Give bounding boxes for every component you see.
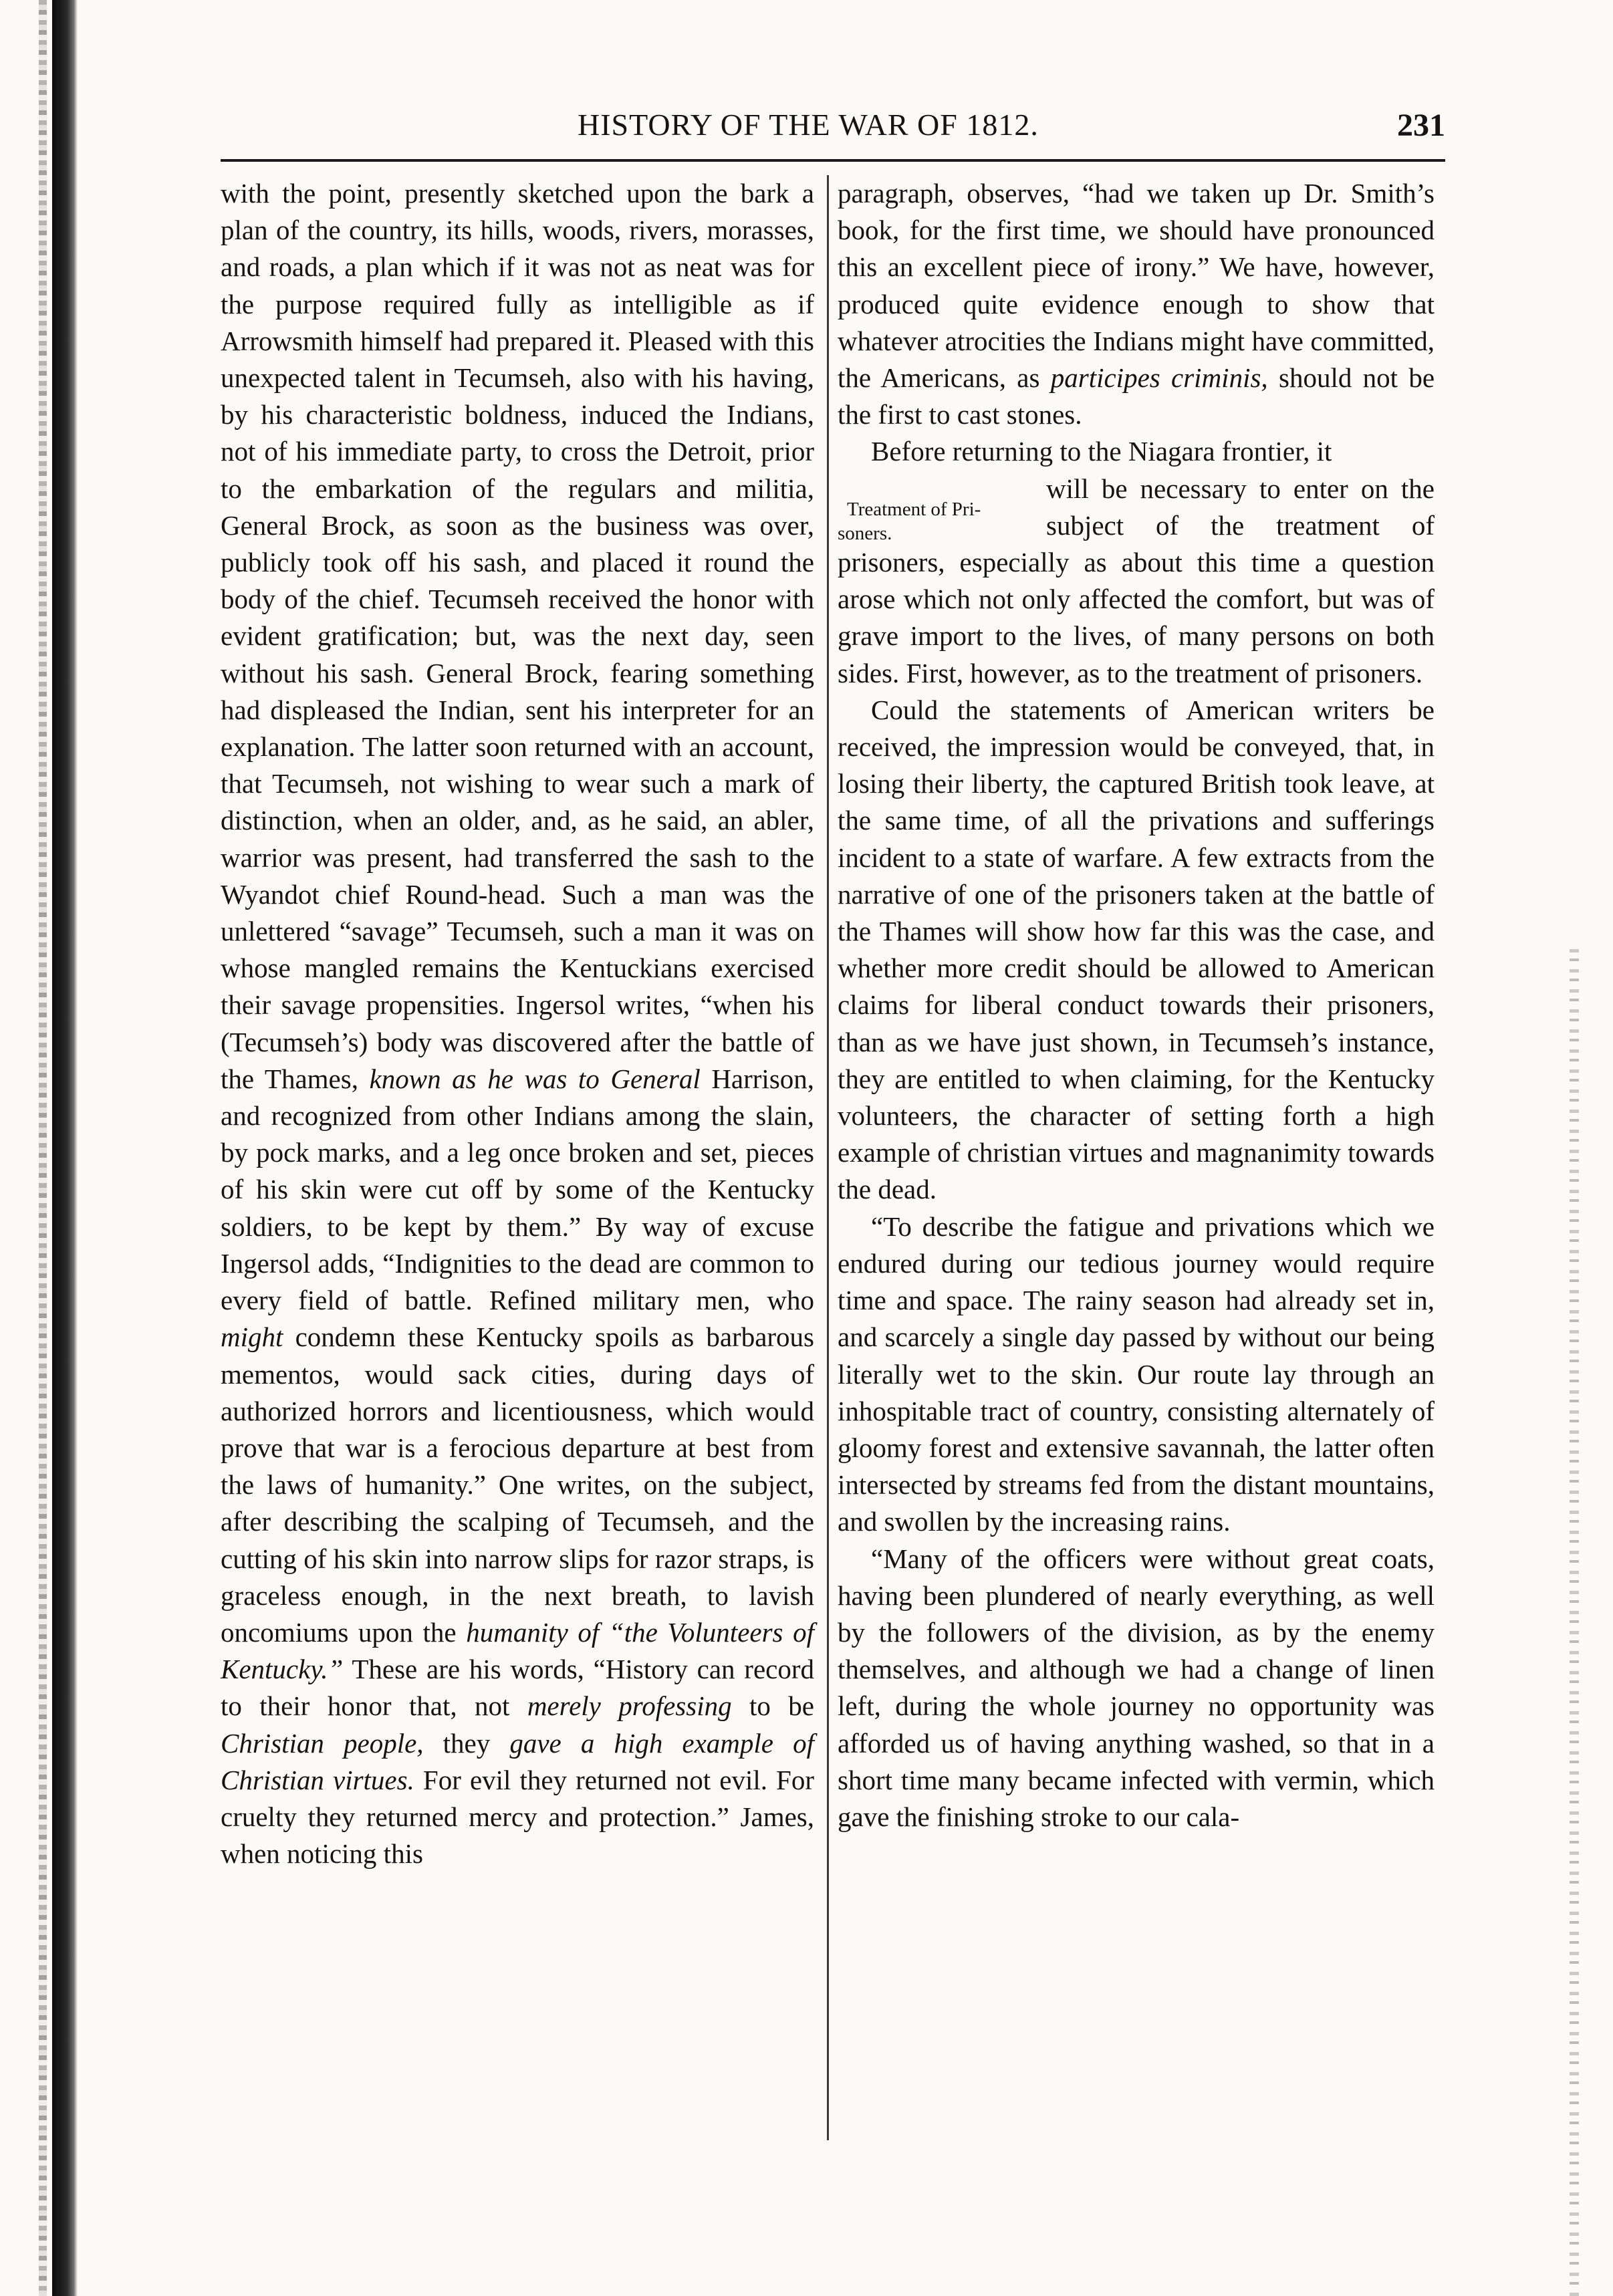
sidenote-line: soners. bbox=[838, 522, 892, 544]
paragraph: “Many of the officers were without great coats, having been plundered of nearly everything, as well by the followers of the division, as by the enemy themselves, and although we had a change of linen left, during the whole journey no opportunity was afforded us of having anything washed, so that in a short time many became infected with vermin, which gave the finishing stroke to our cala- bbox=[838, 1543, 1435, 1832]
running-head bbox=[221, 107, 1445, 154]
sidenote-line: Treatment of Pri- bbox=[847, 498, 981, 520]
header-rule bbox=[221, 159, 1445, 162]
right-column bbox=[838, 175, 1435, 1835]
italic-run: might bbox=[221, 1321, 283, 1353]
paragraph-continuation: will be necessary to enter on the subject of the treatment of prisoners, especially as about this time a question arose which not only affected the comfort, but was of grave import to the lives, of many persons on both sides. First, however, as to the treatment of prisoners. bbox=[838, 473, 1435, 688]
italic-run: participes criminis, bbox=[1050, 362, 1268, 394]
scan-binding-shadow bbox=[52, 0, 78, 2296]
italic-run: merely professing bbox=[527, 1690, 732, 1722]
page-number: 231 bbox=[1397, 108, 1445, 143]
text-run: to be bbox=[749, 1690, 814, 1722]
paragraph-lead: Before returning to the Niagara frontier, it bbox=[871, 436, 1332, 467]
left-column bbox=[221, 175, 814, 1872]
scan-margin-texture-right bbox=[1570, 949, 1579, 2296]
paragraph bbox=[221, 175, 814, 1872]
text-run: Harrison, and recognized from other Indians among the slain, by pock marks, and a leg once broken and set, pieces of his skin were cut off by some of the Kentucky soldiers, to be kept by them.” By way of excuse Ingersol adds, “Indignities to the dead are common to every field of battle. Refined military men, who bbox=[221, 1063, 815, 1316]
italic-run: known as he was to General bbox=[369, 1063, 701, 1094]
running-title: HISTORY OF THE WAR OF 1812. bbox=[578, 108, 1039, 142]
text-run: These are his words, “History can record to their honor that, not bbox=[221, 1654, 814, 1722]
text-run: they bbox=[443, 1727, 491, 1759]
italic-run: humanity of “the Volunteers of Kentucky.” bbox=[221, 1616, 814, 1685]
paragraph-with-sidenote bbox=[838, 433, 1435, 691]
margin-sidenote bbox=[838, 471, 1031, 544]
italic-run: gave a high example of Christian virtues. bbox=[221, 1727, 814, 1795]
scan-margin-texture bbox=[39, 0, 47, 2296]
column-rule bbox=[827, 175, 829, 2140]
paragraph: Could the statements of American writers be received, the impression would be conveyed, that, in losing their liberty, the captured British took leave, at the same time, of all the privations and sufferings incident to a state of warfare. A few extracts from the narrative of one of the prisoners taken at the battle of the Thames will show how far this was the case, and whether more credit should be allowed to American claims for liberal conduct towards their prisoners, than as we have just shown, in Tecumseh’s instance, they are entitled to when claiming, for the Kentucky volunteers, the character of setting forth a high example of christian virtues and magnanimity towards the dead. bbox=[838, 694, 1435, 1205]
text-run: For evil they returned not evil. For cruelty they returned mercy and protection.” James, when noticing this bbox=[221, 1764, 815, 1870]
text-run: paragraph, observes, “had we taken up Dr. Smith’s book, for the first time, we should have pronounced this an excellent piece of irony.” We have, however, produced quite evidence enough to show that whatever atrocities the Indians might have committed, the Americans, as bbox=[838, 178, 1435, 394]
paragraph: “To describe the fatigue and privations which we endured during our tedious journey would require time and space. The rainy season had already set in, and scarcely a single day passed by without our being literally wet to the skin. Our route lay through an inhospitable tract of country, consisting alternately of gloomy forest and extensive savannah, the latter often intersected by streams fed from the distant mountains, and swollen by the increasing rains. bbox=[838, 1210, 1435, 1537]
text-run: condemn these Kentucky spoils as barbarous mementos, would sack cities, during days of authorized horrors and licentiousness, which would prove that war is a ferocious departure at best from the laws of humanity.” One writes, on the subject, after describing the scalping of Tecumseh, and the cutting of his skin into narrow slips for razor straps, is graceless enough, in the next breath, to lavish oncomiums upon the bbox=[221, 1321, 815, 1648]
text-run: with the point, presently sketched upon the bark a plan of the country, its hills, woods, rivers, morasses, and roads, a plan which if it was not as neat was for the purpose required fully as intelligible as if Arrowsmith himself had prepared it. Pleased with this unexpected talent in Tecumseh, also with his having, by his characteristic boldness, induced the Indians, not of his immediate party, to cross the Detroit, prior to the embarkation of the regulars and militia, General Brock, as soon as the business was over, publicly took off his sash, and placed it round the body of the chief. Tecumseh received the honor with evident gratification; but, was the next day, seen without his sash. General Brock, fearing something had displeased the Indian, sent his interpreter for an explanation. The latter soon returned with an account, that Tecumseh, not wishing to wear such a mark of distinction, when an older, and, as he said, an abler, warrior was present, had transferred the sash to the Wyandot chief Round-head. Such a man was the unlettered “savage” Tecumseh, such a man it was on whose mangled remains the Kentuckians exercised their savage propensities. Ingersol writes, “when his (Tecumseh’s) body was discovered after the battle of the Thames, bbox=[221, 178, 814, 1094]
paragraph bbox=[838, 175, 1435, 433]
italic-run: Christian people, bbox=[221, 1727, 424, 1759]
text-run: should not be the first to cast stones. bbox=[838, 362, 1435, 430]
